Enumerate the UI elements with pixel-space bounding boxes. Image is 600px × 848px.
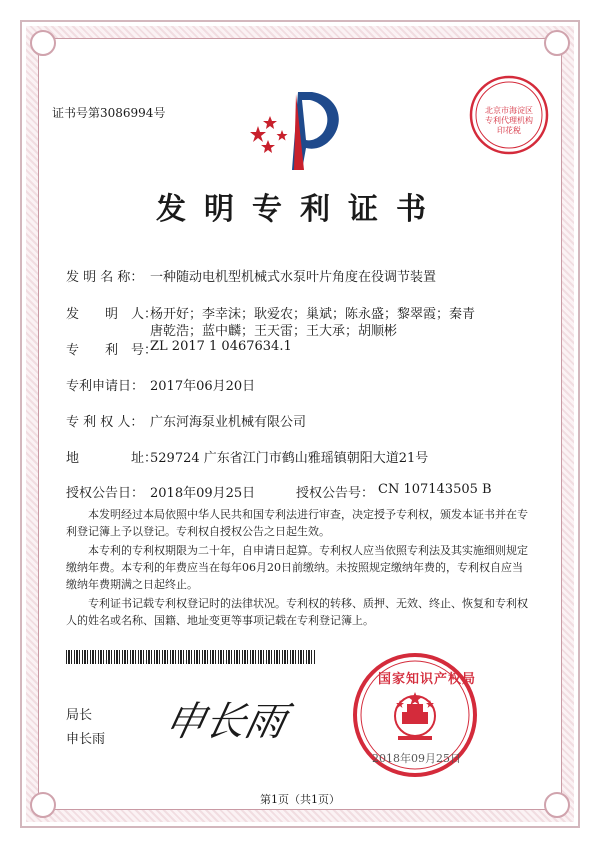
- barcode: [66, 650, 316, 664]
- corner-ornament: [544, 30, 570, 56]
- filing-date: 2017年06月20日: [150, 379, 256, 394]
- paragraph: 专利证书记载专利权登记时的法律状况。专利权的转移、质押、无效、终止、恢复和专利权人的姓名或名称、国籍、地址变更等事项记载在专利登记簿上。: [66, 597, 528, 627]
- invention-name-label: 发 明 名 称：: [66, 270, 144, 285]
- signature-title: 局长: [66, 708, 93, 723]
- patent-office-logo: [240, 86, 360, 176]
- inventors-line1: 杨开好；李幸沫；耿爱农；巢斌；陈永盛；黎翠霞；秦青: [150, 307, 476, 322]
- paragraph: 本专利的专利权期限为二十年，自申请日起算。专利权人应当依照专利法及其实施细则规定缴纳年费。本专利的年费应当在每年06月20日前缴纳。未按照规定缴纳年费的，专利权自应当缴纳年费期满之日起终止。: [66, 544, 528, 591]
- corner-ornament: [30, 30, 56, 56]
- page-footer: 第1页（共1页）: [260, 793, 340, 806]
- patentee: 广东河海泵业机械有限公司: [150, 415, 307, 430]
- seal-text: 国家知识产权局: [378, 672, 477, 687]
- patent-no: ZL 2017 1 0467634.1: [150, 339, 292, 354]
- agency-seal-text: 北京市海淀区专利代理机构 印花税: [485, 106, 533, 135]
- filing-date-label: 专利申请日：: [66, 379, 145, 394]
- address: 529724 广东省江门市鹤山雅瑶镇朝阳大道21号: [150, 451, 429, 466]
- grant-no: CN 107143505 B: [378, 482, 492, 497]
- grant-date: 2018年09月25日: [150, 486, 256, 501]
- patent-no-label: 专 利 号：: [66, 343, 158, 358]
- paragraph: 本发明经过本局依照中华人民共和国专利法进行审查，决定授予专利权，颁发本证书并在专利登记簿上予以登记。专利权自授权公告之日起生效。: [66, 508, 528, 538]
- inventors-label: 发 明 人：: [66, 307, 158, 322]
- grant-date-label: 授权公告日：: [66, 486, 145, 501]
- inventors-line2: 唐乾浩；蓝中麟；王天雷；王大承；胡顺彬: [150, 324, 398, 339]
- patentee-label: 专 利 权 人：: [66, 415, 144, 430]
- address-label: 地 址：: [66, 451, 158, 466]
- invention-name: 一种随动电机型机械式水泵叶片角度在役调节装置: [150, 270, 437, 285]
- certificate-number: 证书号第3086994号: [52, 106, 166, 120]
- page-title: 发明专利证书: [156, 192, 444, 227]
- grant-no-label: 授权公告号：: [296, 486, 375, 501]
- handwritten-signature: 申长雨: [160, 699, 291, 745]
- signature-name: 申长雨: [66, 732, 106, 747]
- seal-date: 2018年09月25日: [372, 752, 461, 765]
